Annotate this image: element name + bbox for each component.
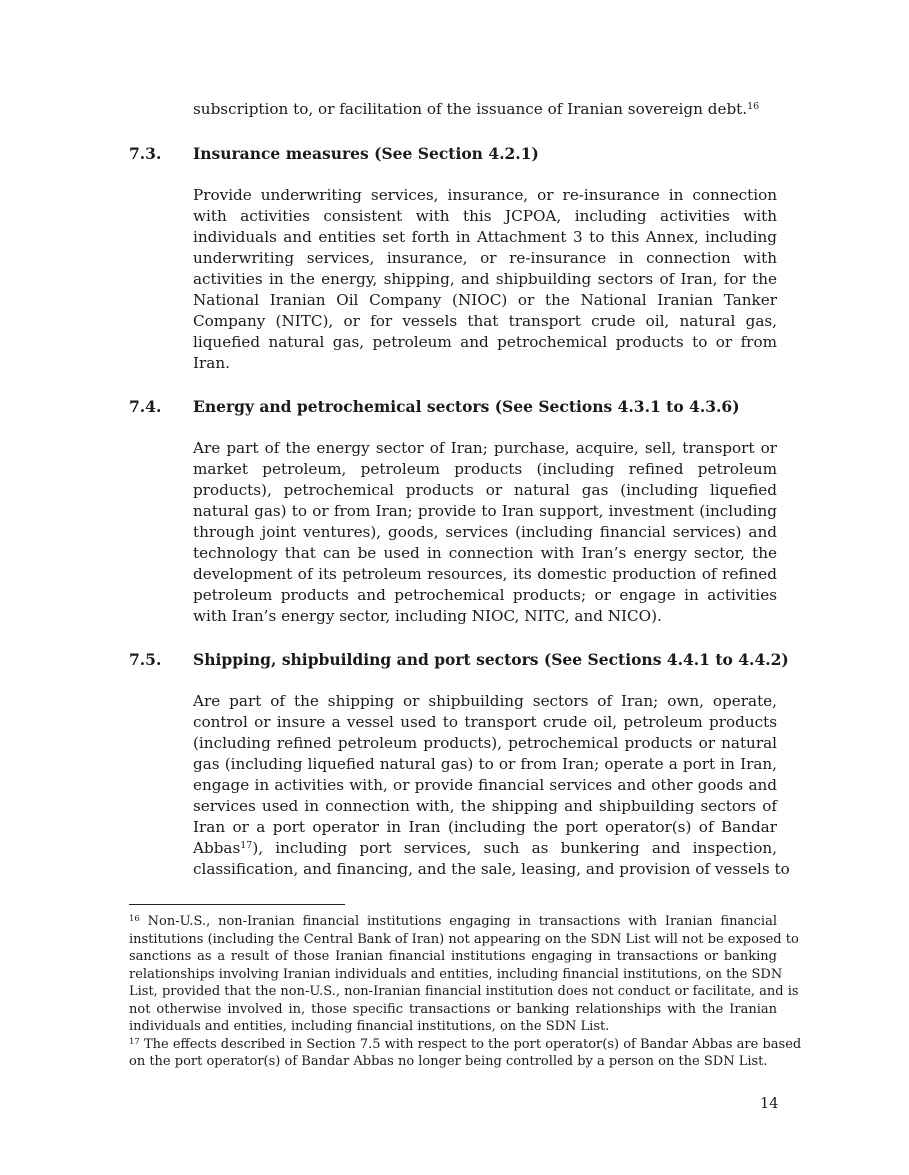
section-paragraph-7-5 (193, 691, 790, 880)
paragraph-line: petroleum products and petrochemical products; or engage in activities (193, 586, 777, 604)
continuation-text: subscription to, or facilitation of the issuance of Iranian sovereign debt. (193, 100, 748, 118)
paragraph-line: Iran or a port operator in Iran (including the port operator(s) of Bandar (193, 818, 777, 836)
footnote-17-line: $^{17}$ The effects described in Section 7.5 with respect to the port operator(s) of Bandar Abbas are based (129, 1036, 802, 1052)
ref-line-start: Abbas (193, 839, 241, 857)
section-title: Insurance measures (See Section 4.2.1) (193, 144, 539, 163)
footnote-ref-17: 17 (240, 840, 253, 851)
paragraph-line: services used in connection with, the shipping and shipbuilding sectors of (193, 797, 777, 815)
footnote-16-line: institutions (including the Central Bank of Iran) not appearing on the SDN List will not be exposed to (129, 931, 799, 947)
footnote-16-line: not otherwise involved in, those specific transactions or banking relationships with the Iranian (129, 1001, 777, 1017)
footnote-17-line: on the port operator(s) of Bandar Abbas no longer being controlled by a person on the SDN List. (129, 1054, 768, 1069)
section-number: 7.3. (129, 144, 162, 163)
paragraph-line: Provide underwriting services, insurance, or re-insurance in connection (193, 186, 777, 204)
paragraph-line: Iran. (193, 354, 230, 372)
section-number: 7.4. (129, 397, 162, 416)
paragraph-line: engage in activities with, or provide financial services and other goods and (193, 776, 777, 794)
paragraph-line-with-ref (193, 838, 777, 859)
paragraph-line: underwriting services, insurance, or re-insurance in connection with (193, 249, 777, 267)
section-title: Shipping, shipbuilding and port sectors (See Sections 4.4.1 to 4.4.2) (193, 650, 789, 669)
paragraph-line: development of its petroleum resources, its domestic production of refined (193, 565, 777, 583)
paragraph-line: control or insure a vessel used to transport crude oil, petroleum products (193, 713, 777, 731)
section-paragraph-7-3 (193, 185, 777, 374)
paragraph-line: technology that can be used in connection with Iran’s energy sector, the (193, 544, 777, 562)
section-title: Energy and petrochemical sectors (See Sections 4.3.1 to 4.3.6) (193, 397, 740, 416)
footnote-separator (129, 904, 345, 905)
paragraph-line: natural gas) to or from Iran; provide to Iran support, investment (including (193, 502, 777, 520)
paragraph-line: liquefied natural gas, petroleum and petrochemical products to or from (193, 333, 777, 351)
section-number: 7.5. (129, 650, 162, 669)
paragraph-line: National Iranian Oil Company (NIOC) or the National Iranian Tanker (193, 291, 777, 309)
footnote-number: 16 (129, 914, 140, 924)
footnote-16-line: sanctions as a result of those Iranian financial institutions engaging in transactions or banking (129, 949, 777, 964)
paragraph-line: Are part of the shipping or shipbuilding sectors of Iran; own, operate, (193, 692, 777, 710)
section-heading-7-4 (129, 396, 789, 417)
page-number: 14 (760, 1096, 779, 1112)
section-paragraph-7-4 (193, 438, 777, 627)
paragraph-line: individuals and entities set forth in Attachment 3 to this Annex, including (193, 228, 777, 246)
continuation-paragraph (193, 99, 777, 120)
paragraph-line: Company (NITC), or for vessels that transport crude oil, natural gas, (193, 312, 777, 330)
paragraph-line: with Iran’s energy sector, including NIOC, NITC, and NICO). (193, 607, 662, 625)
footnote-16-line: individuals and entities, including financial institutions, on the SDN List. (129, 1019, 610, 1034)
paragraph-line: through joint ventures), goods, services (including financial services) and (193, 523, 777, 541)
section-heading-7-3 (129, 143, 789, 164)
footnote-ref-16: 16 (747, 101, 760, 112)
paragraph-line: classification, and financing, and the sale, leasing, and provision of vessels to (193, 860, 790, 878)
paragraph-line: Are part of the energy sector of Iran; purchase, acquire, sell, transport or (193, 439, 777, 457)
footnote-16-line: $^{16}$ Non-U.S., non-Iranian financial institutions engaging in transactions with Iranian financial (129, 914, 777, 929)
ref-line-end: ), including port services, such as bunkering and inspection, (252, 839, 777, 857)
footnote-16-line: List, provided that the non-U.S., non-Iranian financial institution does not conduct or facilitate, and is (129, 984, 799, 999)
footnotes (129, 913, 802, 1071)
paragraph-line: gas (including liquefied natural gas) to or from Iran; operate a port in Iran, (193, 755, 777, 773)
footnote-number: 17 (129, 1036, 140, 1047)
footnote-16-line: relationships involving Iranian individuals and entities, including financial institutions, on the SDN (129, 966, 783, 982)
section-heading-7-5 (129, 649, 789, 670)
paragraph-line: market petroleum, petroleum products (including refined petroleum (193, 460, 777, 478)
paragraph-line: with activities consistent with this JCPOA, including activities with (193, 207, 777, 225)
paragraph-line: activities in the energy, shipping, and shipbuilding sectors of Iran, for the (193, 270, 777, 288)
paragraph-line: products), petrochemical products or natural gas (including liquefied (193, 481, 777, 499)
paragraph-line: (including refined petroleum products), petrochemical products or natural (193, 734, 777, 752)
